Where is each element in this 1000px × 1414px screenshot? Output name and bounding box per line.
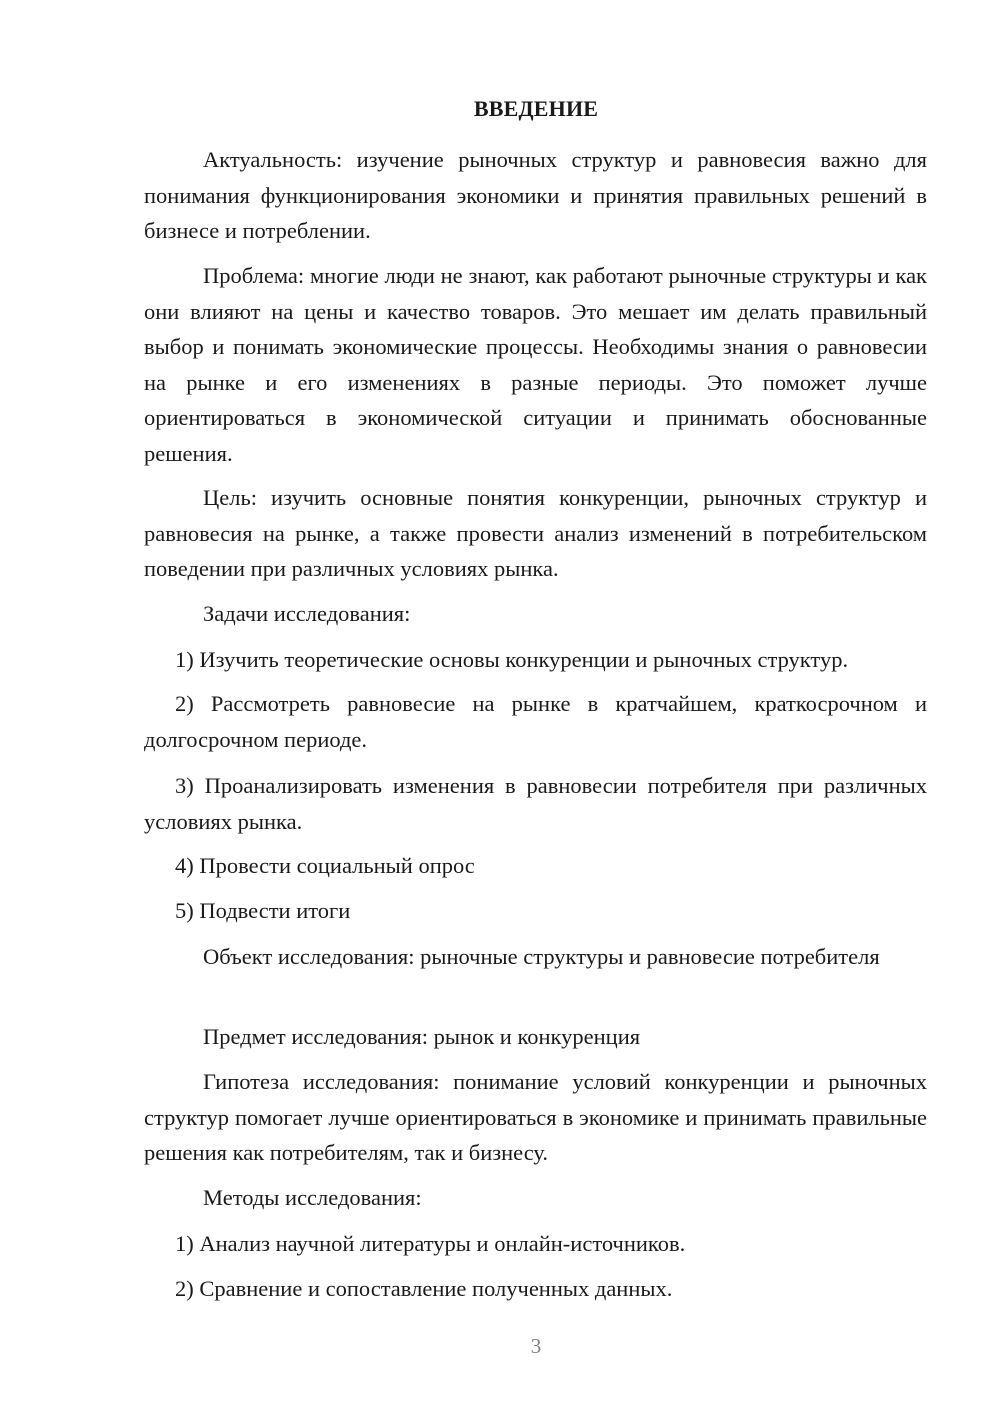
goal-paragraph: Цель: изучить основные понятия конкуренции, рыночных структур и равновесия на рынке, а также провести анализ изменений в потребительском поведении при различных условиях рынка. (144, 485, 927, 581)
task-item: 4) Провести социальный опрос (175, 853, 475, 878)
methods-heading: Методы исследования: (203, 1185, 422, 1210)
subject-paragraph: Предмет исследования: рынок и конкуренция (203, 1024, 641, 1049)
problem-paragraph: Проблема: многие люди не знают, как работают рыночные структуры и как они влияют на цены и качество товаров. Это мешает им делать правильный выбор и понимать экономические процессы. Необходимы знания о равновесии на рынке и его изменениях в разные периоды. Это поможет лучше ориентироваться в экономической ситуации и принимать обоснованные решения. (144, 263, 927, 466)
task-item: 1) Изучить теоретические основы конкуренции и рыночных структур. (175, 647, 849, 672)
task-item: 5) Подвести итоги (175, 898, 351, 923)
task-item: 2) Рассмотреть равновесие на рынке в кратчайшем, краткосрочном и долгосрочном периоде. (144, 691, 927, 752)
task-item: 3) Проанализировать изменения в равновесии потребителя при различных условиях рынка. (144, 773, 927, 834)
hypothesis-paragraph: Гипотеза исследования: понимание условий конкуренции и рыночных структур помогает лучше ориентироваться в экономике и принимать правильные решения как потребителям, так и бизнесу. (144, 1069, 927, 1165)
page-title: ВВЕДЕНИЕ (473, 96, 599, 121)
method-item: 1) Анализ научной литературы и онлайн-источников. (175, 1231, 686, 1256)
relevance-paragraph: Актуальность: изучение рыночных структур и равновесия важно для понимания функционирования экономики и принятия правильных решений в бизнесе и потреблении. (144, 147, 927, 243)
tasks-heading: Задачи исследования: (203, 601, 411, 626)
method-item: 2) Сравнение и сопоставление полученных данных. (175, 1276, 673, 1301)
object-paragraph: Объект исследования: рыночные структуры и равновесие потребителя (203, 944, 880, 969)
page-number: 3 (530, 1334, 542, 1358)
